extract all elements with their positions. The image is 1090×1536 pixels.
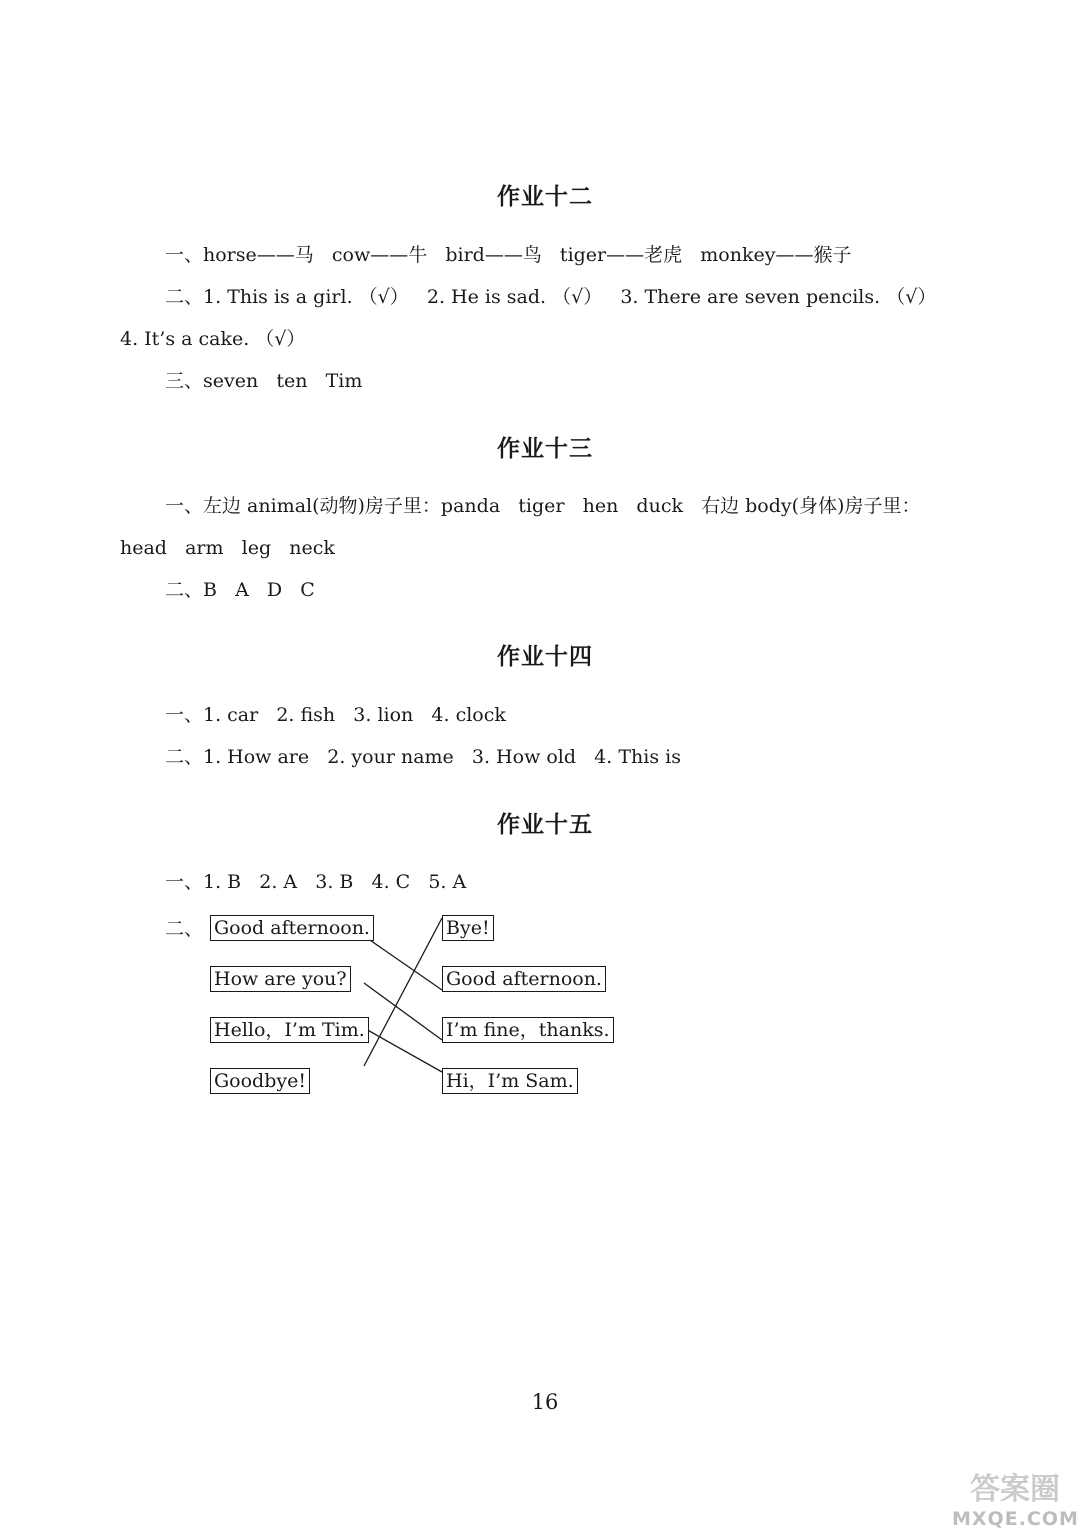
answer-line: 三、seven ten Tim <box>165 370 363 392</box>
matching-label: 二、 <box>165 918 204 940</box>
answer-line: head arm leg neck <box>120 537 335 559</box>
section-heading-14: 作业十四 <box>497 644 593 670</box>
watermark-logo-text: 答案圈 <box>970 1472 1060 1507</box>
answer-line: 二、1. This is a girl. （√） 2. He is sad. （√） 3. There are seven pencils. （√） <box>165 286 937 308</box>
answer-line: 4. It’s a cake. （√） <box>120 328 306 350</box>
connector-line-1 <box>364 936 442 990</box>
answer-line: 一、1. B 2. A 3. B 4. C 5. A <box>165 871 467 893</box>
watermark-logo <box>952 1464 1082 1530</box>
connector-line-3 <box>364 1028 442 1072</box>
answer-line: 二、B A D C <box>165 579 315 601</box>
match-left-item: Goodbye! <box>210 1068 310 1094</box>
match-left-item: Hello，I’m Tim. <box>210 1017 369 1043</box>
watermark-site-text: MXQE.COM <box>952 1508 1079 1530</box>
match-right-item: Hi，I’m Sam. <box>442 1068 578 1094</box>
answer-line: 一、horse——马 cow——牛 bird——鸟 tiger——老虎 monkey——猴子 <box>165 244 852 266</box>
match-right-item: I’m fine，thanks. <box>442 1017 614 1043</box>
answer-line: 一、1. car 2. fish 3. lion 4. clock <box>165 704 506 726</box>
match-left-item: How are you? <box>210 966 351 992</box>
section-heading-13: 作业十三 <box>497 436 593 462</box>
answer-line: 一、左边 animal(动物)房子里：panda tiger hen duck 右边 body(身体)房子里： <box>165 495 921 517</box>
section-heading-12: 作业十二 <box>497 184 593 210</box>
match-right-item: Bye! <box>442 915 494 941</box>
section-heading-15: 作业十五 <box>497 812 593 838</box>
match-right-item: Good afternoon. <box>442 966 606 992</box>
page-number: 16 <box>531 1390 559 1414</box>
answer-line: 二、1. How are 2. your name 3. How old 4. This is <box>165 746 681 768</box>
match-left-item: Good afternoon. <box>210 915 374 941</box>
